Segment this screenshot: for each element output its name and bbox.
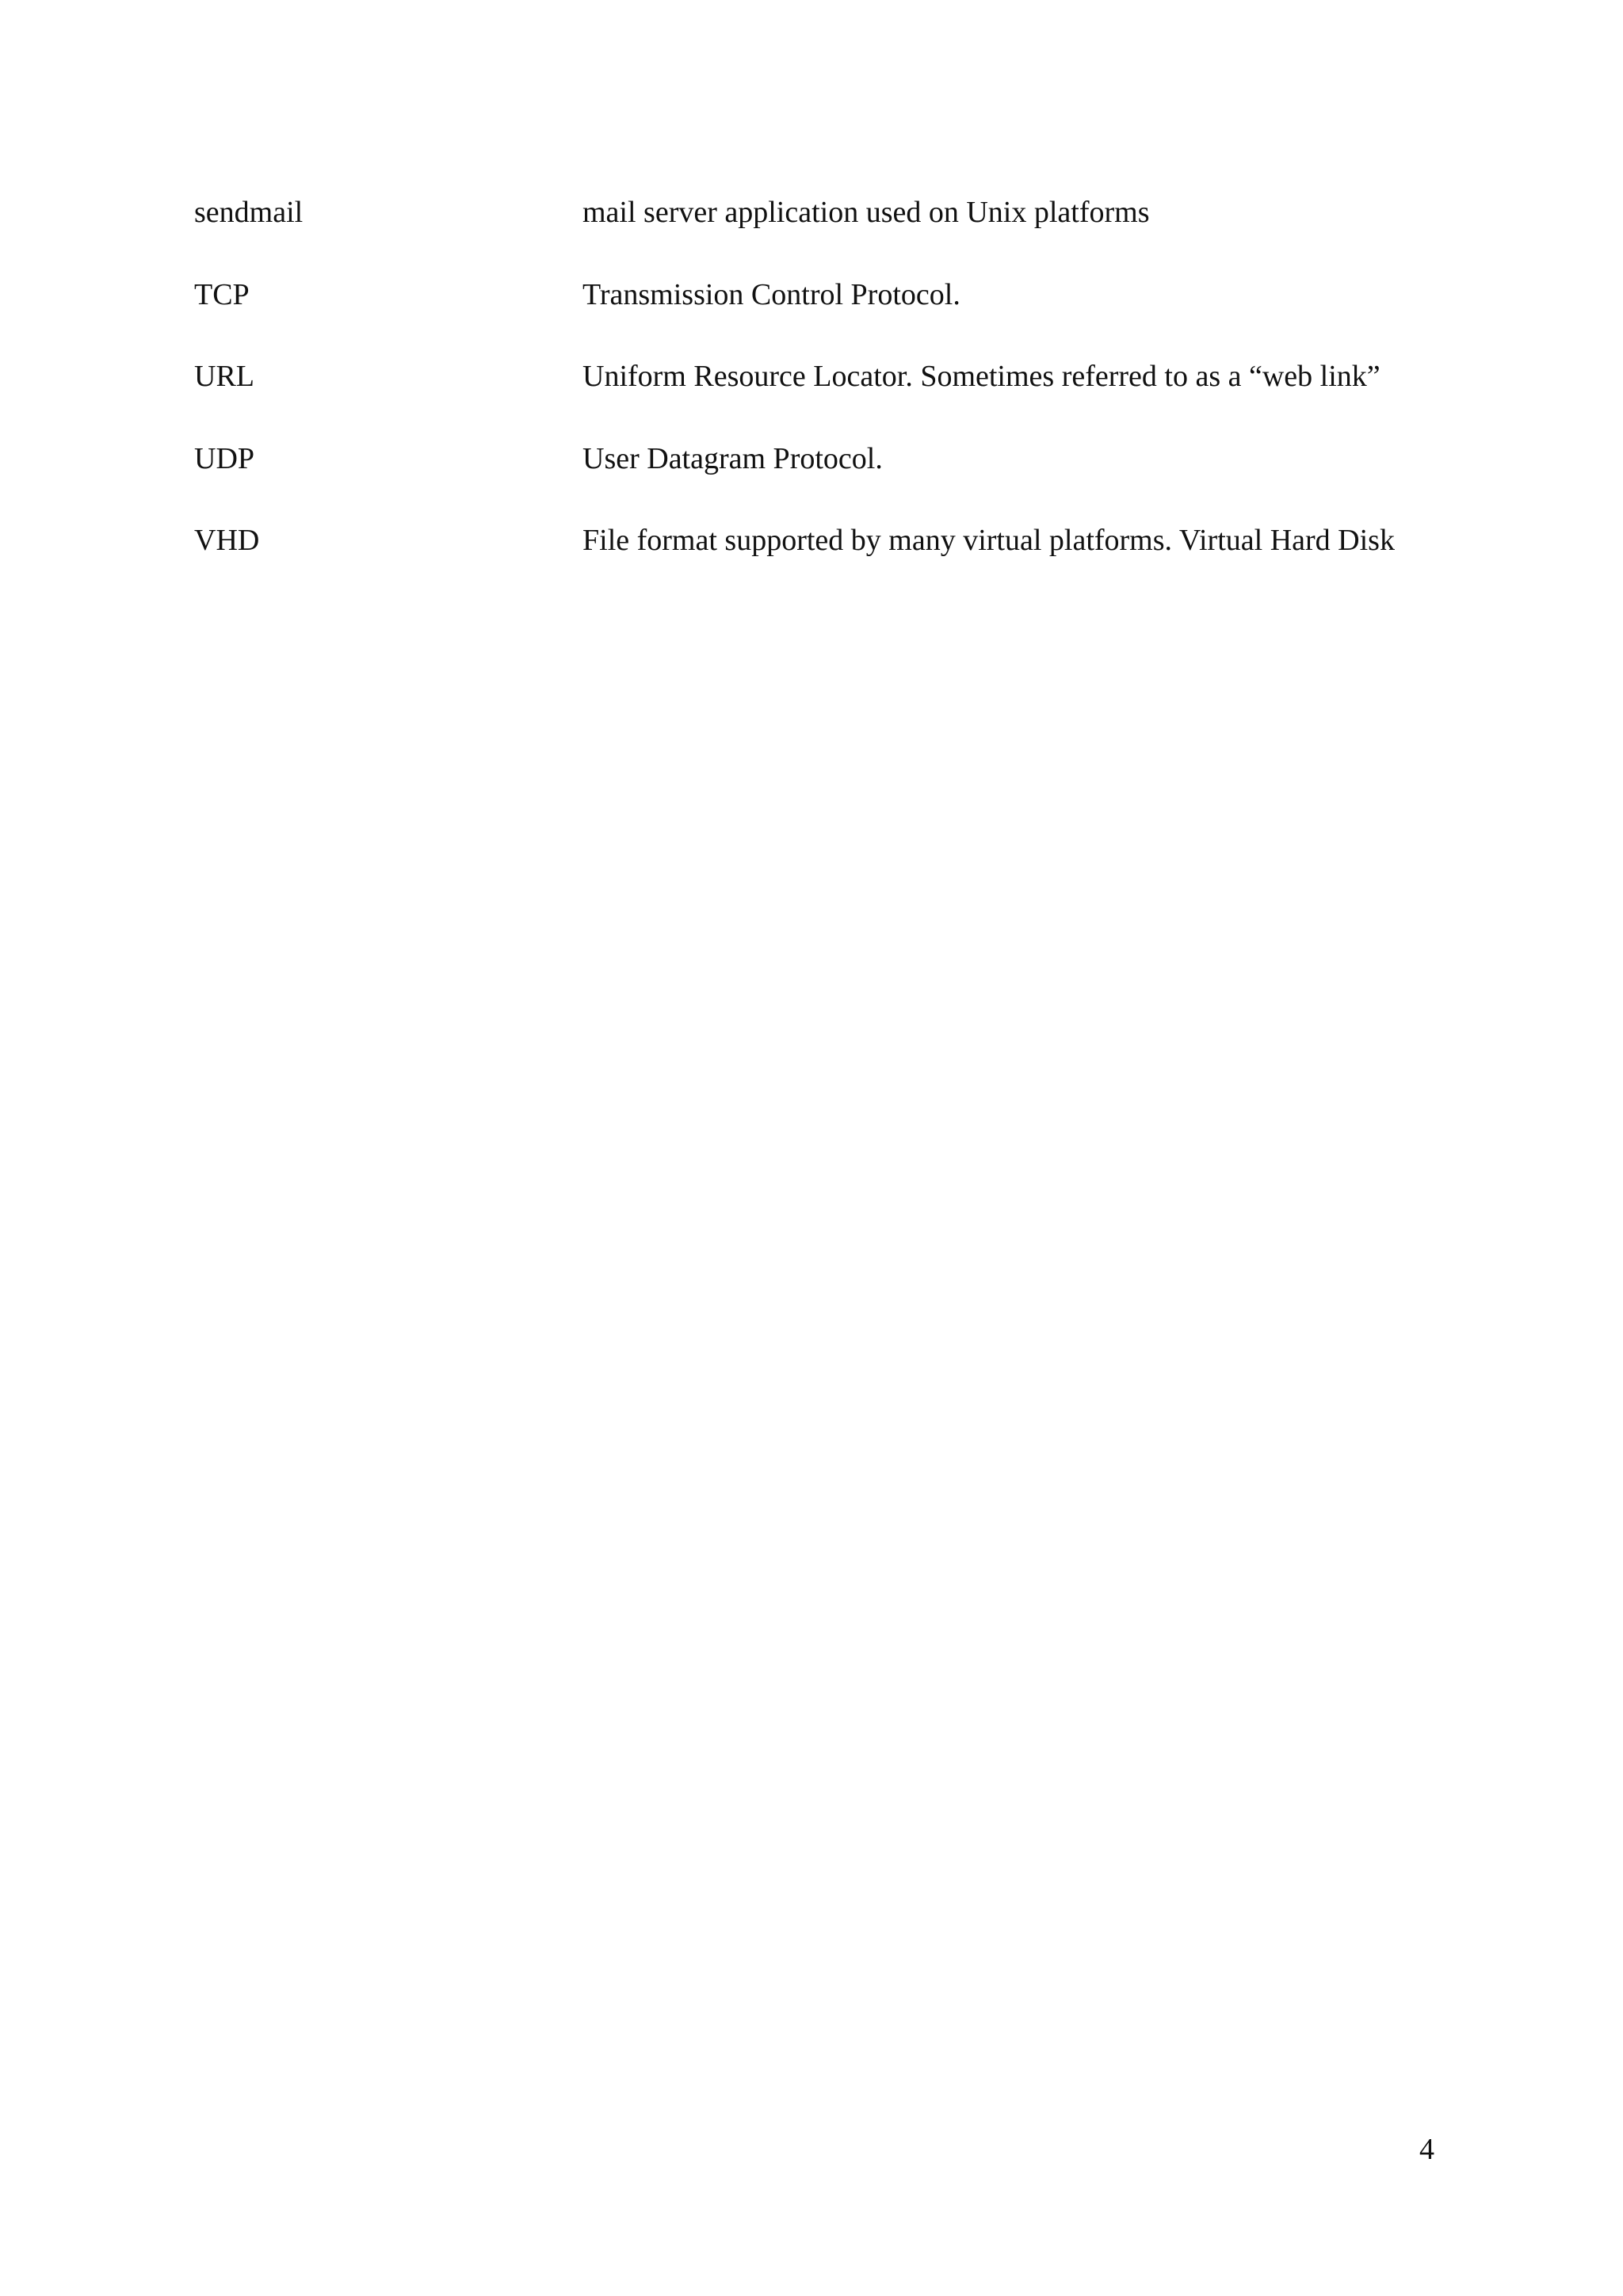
glossary-entry-vhd xyxy=(194,517,1446,599)
glossary-definition: Transmission Control Protocol. xyxy=(582,277,960,311)
glossary-entry-tcp xyxy=(194,271,1446,353)
glossary-definition: Uniform Resource Locator. Sometimes referred to as a “web link” xyxy=(582,360,1381,393)
glossary-term: URL xyxy=(194,360,254,393)
glossary-entry-sendmail xyxy=(194,189,1446,271)
glossary-definition: mail server application used on Unix platforms xyxy=(582,196,1150,229)
glossary-term: TCP xyxy=(194,277,250,311)
glossary-entry-udp xyxy=(194,435,1446,517)
glossary-entry-url xyxy=(194,353,1446,435)
glossary-term: VHD xyxy=(194,524,260,557)
glossary-definition: File format supported by many virtual platforms. Virtual Hard Disk xyxy=(582,524,1395,557)
glossary-list xyxy=(194,189,1446,599)
glossary-term: UDP xyxy=(194,441,255,475)
glossary-term: sendmail xyxy=(194,196,304,229)
glossary-definition: User Datagram Protocol. xyxy=(582,441,883,475)
page-number: 4 xyxy=(1419,2133,1434,2166)
